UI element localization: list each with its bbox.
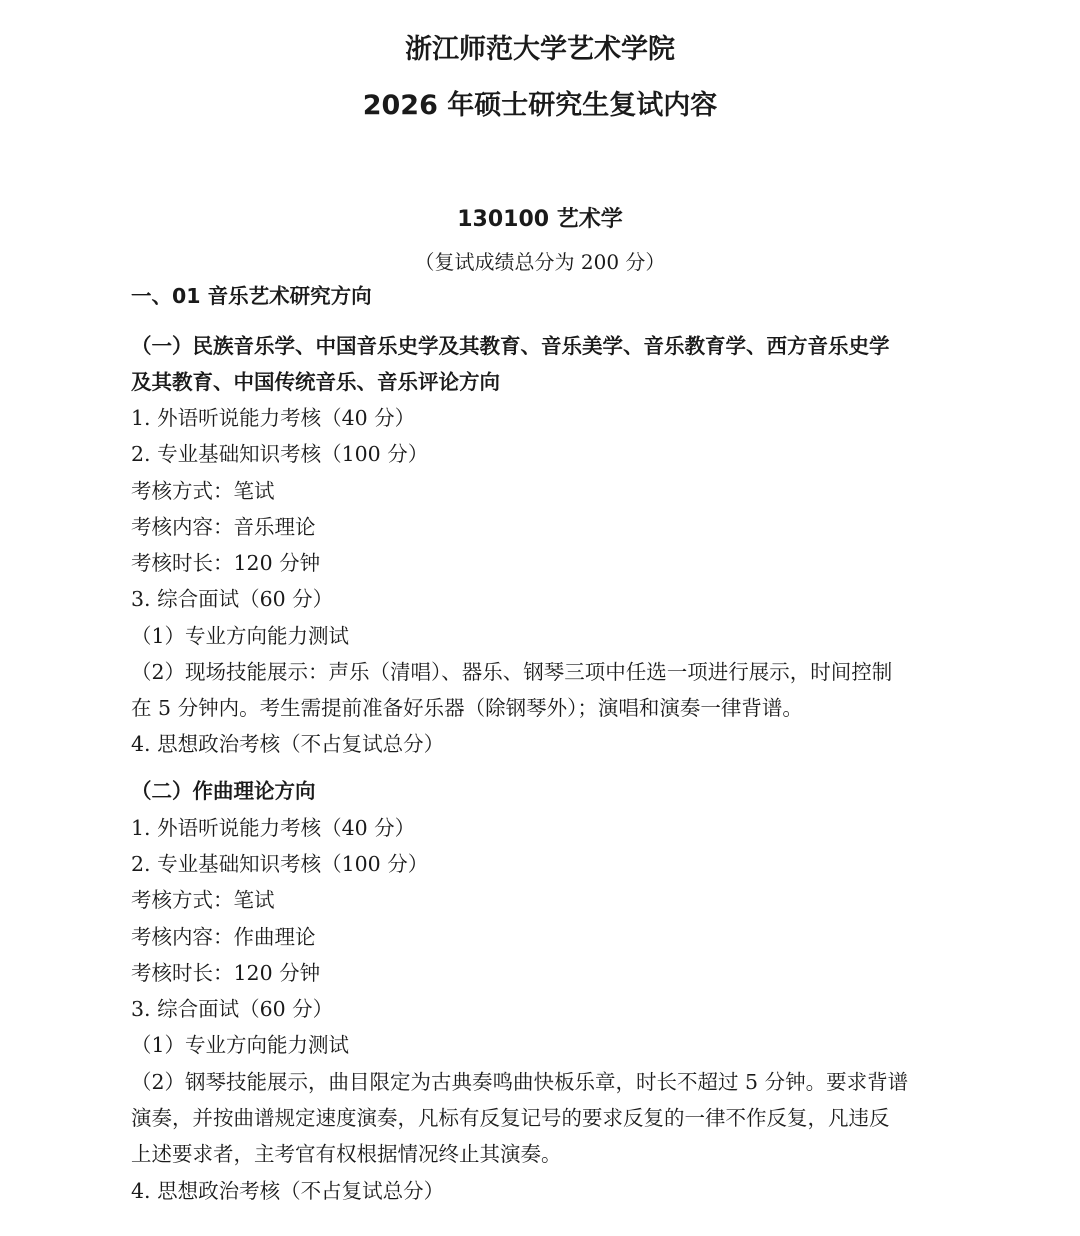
- part1-heading-line1: （一）民族音乐学、中国音乐史学及其教育、音乐美学、音乐教育学、西方音乐史学: [131, 334, 890, 358]
- part2-item: 1. 外语听说能力考核（40 分）: [131, 816, 416, 840]
- part1-item: （1）专业方向能力测试: [131, 624, 350, 648]
- part1-item: 2. 专业基础知识考核（100 分）: [131, 442, 429, 466]
- document-title-line1: 浙江师范大学艺术学院: [405, 34, 675, 65]
- part2-item: （2）钢琴技能展示，曲目限定为古典奏鸣曲快板乐章，时长不超过 5 分钟。要求背谱: [131, 1070, 909, 1094]
- part2-item: 考核内容：作曲理论: [131, 925, 316, 949]
- part1-item: 在 5 分钟内。考生需提前准备好乐器（除钢琴外）；演唱和演奏一律背谱。: [131, 696, 803, 720]
- section-heading-music-research: 一、01 音乐艺术研究方向: [131, 284, 372, 308]
- part2-heading: （二）作曲理论方向: [131, 779, 316, 803]
- total-score-note: （复试成绩总分为 200 分）: [414, 250, 666, 274]
- subject-heading: 130100 艺术学: [457, 207, 623, 232]
- document-title-line2: 2026 年硕士研究生复试内容: [362, 90, 718, 121]
- part2-item: 2. 专业基础知识考核（100 分）: [131, 852, 429, 876]
- part2-item: 演奏，并按曲谱规定速度演奏，凡标有反复记号的要求反复的一律不作反复，凡违反: [131, 1106, 890, 1130]
- part2-item: 3. 综合面试（60 分）: [131, 997, 334, 1021]
- part2-item: 4. 思想政治考核（不占复试总分）: [131, 1179, 445, 1203]
- part1-item: 考核时长：120 分钟: [131, 551, 321, 575]
- part1-item: 考核方式：笔试: [131, 479, 275, 503]
- part1-item: 3. 综合面试（60 分）: [131, 587, 334, 611]
- part1-item: 1. 外语听说能力考核（40 分）: [131, 406, 416, 430]
- part2-item: 上述要求者，主考官有权根据情况终止其演奏。: [131, 1142, 562, 1166]
- part2-item: 考核时长：120 分钟: [131, 961, 321, 985]
- part1-item: 考核内容：音乐理论: [131, 515, 316, 539]
- part1-item: 4. 思想政治考核（不占复试总分）: [131, 732, 445, 756]
- part1-heading-line2: 及其教育、中国传统音乐、音乐评论方向: [131, 370, 500, 394]
- part2-item: （1）专业方向能力测试: [131, 1033, 350, 1057]
- part1-item: （2）现场技能展示：声乐（清唱）、器乐、钢琴三项中任选一项进行展示，时间控制: [131, 660, 893, 684]
- part2-item: 考核方式：笔试: [131, 888, 275, 912]
